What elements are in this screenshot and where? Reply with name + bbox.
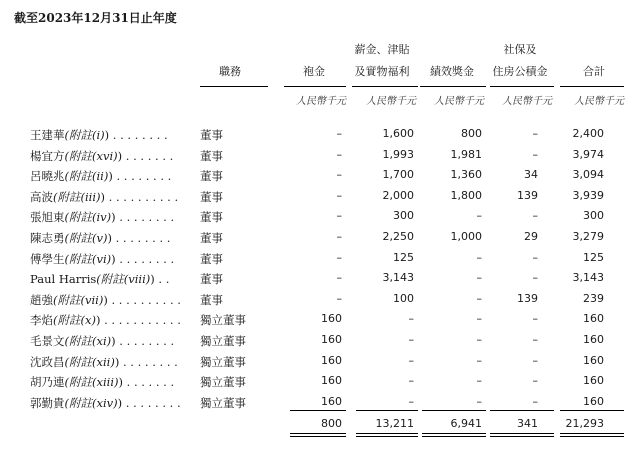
director-name	[30, 148, 173, 164]
cell-pension: –	[532, 147, 538, 161]
header-underline-position	[200, 86, 268, 87]
leader-dots: ) . . . . . . . .	[111, 210, 175, 225]
cell-bonus: –	[476, 271, 482, 285]
table-row	[0, 124, 640, 144]
cell-pension: –	[532, 353, 538, 367]
total-line-total	[560, 410, 624, 411]
header-underline-pension	[490, 86, 554, 87]
cell-total: 300	[583, 209, 604, 223]
director-name-text: 胡乃連	[30, 375, 65, 390]
table-row	[0, 206, 640, 226]
header-pension	[484, 42, 556, 80]
director-name	[30, 251, 174, 267]
total-line-bonus	[422, 410, 486, 411]
header-pension-line1: 社保及	[503, 43, 537, 56]
cell-fees: –	[336, 250, 342, 264]
cell-salaries: 2,250	[382, 230, 414, 243]
cell-bonus: 800	[461, 127, 482, 140]
cell-fees: –	[336, 188, 342, 202]
unit-total: 人民幣千元	[574, 96, 624, 107]
cell-bonus: 1,360	[450, 168, 482, 182]
leader-dots: ) . . . . . . .	[117, 148, 174, 163]
header-fees	[284, 64, 344, 80]
cell-total: 160	[583, 333, 604, 346]
cell-pension: –	[532, 271, 538, 285]
unit-pension: 人民幣千元	[502, 96, 552, 107]
cell-fees: –	[336, 127, 342, 140]
cell-pension: 29	[524, 230, 538, 243]
double-line-bonus	[422, 433, 486, 437]
director-note: (附註(xvi)	[64, 148, 118, 163]
table-row	[0, 309, 640, 329]
director-role: 董事	[200, 292, 223, 307]
cell-pension: 34	[524, 168, 538, 182]
total-salaries: 13,211	[375, 417, 414, 430]
header-salaries	[346, 42, 418, 80]
director-name-text: 傅學生	[30, 251, 65, 266]
cell-pension: –	[532, 209, 538, 223]
director-role: 董事	[200, 210, 223, 225]
cell-fees: 160	[321, 333, 342, 346]
header-total-label: 合計	[583, 65, 605, 78]
cell-salaries: –	[408, 374, 414, 388]
cell-fees: –	[336, 291, 342, 305]
director-note: (附註(vi)	[64, 251, 112, 266]
leader-dots: ) . . . . . . . . . . .	[95, 313, 181, 328]
cell-fees: 160	[321, 374, 342, 388]
cell-pension: –	[532, 374, 538, 388]
cell-bonus: –	[476, 209, 482, 223]
director-note: (附註(vii)	[53, 292, 104, 307]
director-note: (附註(x)	[53, 313, 96, 328]
cell-salaries: 125	[393, 250, 414, 264]
cell-total: 3,939	[572, 188, 604, 202]
unit-fees: 人民幣千元	[296, 96, 346, 107]
director-note: (附註(ii)	[64, 169, 109, 184]
director-name	[30, 312, 181, 328]
director-role: 獨立董事	[200, 313, 246, 328]
director-role: 董事	[200, 231, 223, 245]
cell-pension: –	[532, 250, 538, 264]
cell-total: 3,143	[572, 271, 604, 285]
header-salaries-line1: 薪金、津貼	[354, 43, 410, 56]
double-line-total	[560, 433, 624, 437]
cell-salaries: 2,000	[382, 188, 414, 202]
period-title: 截至2023年12月31日止年度	[14, 11, 177, 25]
cell-salaries: 100	[393, 291, 414, 305]
cell-fees: 160	[321, 312, 342, 326]
leader-dots: ) . . . . . . . .	[111, 251, 175, 266]
cell-bonus: –	[476, 353, 482, 367]
director-name-text: 趙強	[30, 292, 53, 307]
leader-dots: ) . . . . . . . .	[104, 128, 168, 142]
director-name-text: 郭勤貴	[30, 395, 65, 410]
director-role: 獨立董事	[200, 354, 246, 369]
director-note: (附註(viii)	[96, 272, 151, 287]
director-name	[30, 209, 174, 225]
cell-bonus: 1,800	[450, 188, 482, 202]
cell-total: 3,279	[572, 230, 604, 243]
director-role: 董事	[200, 128, 223, 142]
cell-pension: 139	[517, 291, 538, 305]
cell-salaries: 3,143	[382, 271, 414, 285]
total-fees: 800	[321, 417, 342, 430]
header-underline-salaries	[352, 86, 418, 87]
director-note: (附註(v)	[64, 231, 108, 245]
director-role: 董事	[200, 189, 223, 204]
cell-total: 2,400	[572, 127, 604, 140]
header-underline-total	[560, 86, 624, 87]
unit-bonus: 人民幣千元	[434, 96, 484, 107]
director-note: (附註(iii)	[53, 189, 101, 204]
table-row	[0, 145, 640, 165]
director-name	[30, 374, 174, 390]
header-fees-label: 袍金	[303, 65, 325, 78]
table-row	[0, 268, 640, 288]
table-row	[0, 227, 640, 247]
header-pension-line2: 住房公積金	[492, 65, 548, 78]
header-bonus	[420, 64, 484, 80]
cell-total: 160	[583, 394, 604, 408]
director-note: (附註(xiv)	[64, 395, 118, 410]
cell-total: 125	[583, 250, 604, 264]
director-name-text: 李焰	[30, 313, 53, 328]
cell-salaries: 1,600	[382, 127, 414, 140]
director-name-text: 高波	[30, 189, 53, 204]
director-name	[30, 292, 181, 308]
cell-fees: –	[336, 168, 342, 182]
cell-fees: –	[336, 147, 342, 161]
cell-pension: –	[532, 333, 538, 346]
double-line-pension	[490, 433, 554, 437]
cell-pension: –	[532, 127, 538, 140]
cell-bonus: –	[476, 250, 482, 264]
cell-salaries: 1,993	[382, 147, 414, 161]
table-row	[0, 392, 640, 412]
table-row	[0, 165, 640, 185]
director-name	[30, 127, 168, 143]
header-position-label: 職務	[219, 65, 241, 78]
leader-dots: ) . . . . . . .	[118, 375, 175, 390]
director-note: (附註(xi)	[64, 334, 112, 348]
cell-fees: –	[336, 230, 342, 243]
cell-bonus: 1,000	[450, 230, 482, 243]
header-underline-bonus	[420, 86, 486, 87]
cell-salaries: –	[408, 394, 414, 408]
table-row	[0, 351, 640, 371]
director-name-text: 楊宜方	[30, 148, 65, 163]
leader-dots: ) . .	[150, 272, 170, 287]
table-row	[0, 371, 640, 391]
cell-salaries: –	[408, 333, 414, 346]
cell-total: 239	[583, 291, 604, 305]
cell-fees: 160	[321, 394, 342, 408]
director-name	[30, 230, 170, 246]
table-row	[0, 330, 640, 350]
director-name-text: 呂曉兆	[30, 169, 65, 184]
director-name-text: Paul Harris	[30, 272, 97, 287]
leader-dots: ) . . . . . . . .	[114, 354, 178, 369]
director-role: 董事	[200, 148, 223, 163]
cell-total: 160	[583, 312, 604, 326]
director-name-text: 沈政昌	[30, 354, 65, 369]
cell-total: 3,094	[572, 168, 604, 182]
director-name	[30, 168, 171, 184]
header-total	[566, 64, 622, 80]
total-line-salaries	[356, 410, 418, 411]
director-role: 獨立董事	[200, 375, 246, 390]
double-line-fees	[290, 433, 346, 437]
header-salaries-line2: 及實物福利	[354, 65, 410, 78]
header-bonus-label: 績效獎金	[430, 65, 474, 78]
director-name	[30, 189, 178, 205]
unit-salaries: 人民幣千元	[366, 96, 416, 107]
double-line-salaries	[356, 433, 418, 437]
director-note: (附註(xii)	[64, 354, 115, 369]
total-pension: 341	[517, 417, 538, 430]
leader-dots: ) . . . . . . . .	[107, 231, 171, 245]
leader-dots: ) . . . . . . . . . .	[100, 189, 179, 204]
director-name	[30, 271, 169, 287]
cell-salaries: 300	[393, 209, 414, 223]
cell-salaries: 1,700	[382, 168, 414, 182]
director-role: 獨立董事	[200, 334, 246, 348]
cell-pension: 139	[517, 188, 538, 202]
cell-bonus: –	[476, 333, 482, 346]
total-line-pension	[490, 410, 554, 411]
table-row	[0, 248, 640, 268]
director-role: 董事	[200, 272, 223, 287]
director-role: 董事	[200, 251, 223, 266]
cell-total: 160	[583, 353, 604, 367]
cell-bonus: –	[476, 374, 482, 388]
cell-fees: 160	[321, 353, 342, 367]
director-name	[30, 333, 174, 349]
cell-fees: –	[336, 209, 342, 223]
cell-salaries: –	[408, 353, 414, 367]
header-position	[200, 64, 260, 80]
table-row	[0, 289, 640, 309]
total-bonus: 6,941	[450, 417, 482, 430]
cell-pension: –	[532, 394, 538, 408]
director-name-text: 王建華	[30, 128, 65, 142]
total-total: 21,293	[565, 417, 604, 430]
leader-dots: ) . . . . . . . .	[108, 169, 172, 184]
director-note: (附註(iv)	[64, 210, 112, 225]
director-name-text: 陳志勇	[30, 231, 65, 245]
cell-fees: –	[336, 271, 342, 285]
director-name	[30, 354, 178, 370]
total-line-fees	[290, 410, 346, 411]
totals-row	[0, 414, 640, 434]
director-note: (附註(i)	[64, 128, 105, 142]
director-name-text: 毛景文	[30, 334, 65, 348]
table-row	[0, 186, 640, 206]
director-note: (附註(xiii)	[64, 375, 119, 390]
cell-total: 160	[583, 374, 604, 388]
cell-bonus: –	[476, 291, 482, 305]
cell-total: 3,974	[572, 147, 604, 161]
leader-dots: ) . . . . . . . .	[117, 395, 181, 410]
leader-dots: ) . . . . . . . . . .	[103, 292, 181, 307]
director-role: 獨立董事	[200, 395, 246, 410]
cell-bonus: –	[476, 312, 482, 326]
director-role: 董事	[200, 169, 223, 184]
header-underline-fees	[284, 86, 346, 87]
director-name-text: 張旭東	[30, 210, 65, 225]
cell-pension: –	[532, 312, 538, 326]
cell-salaries: –	[408, 312, 414, 326]
cell-bonus: –	[476, 394, 482, 408]
cell-bonus: 1,981	[450, 147, 482, 161]
director-name	[30, 395, 181, 411]
leader-dots: ) . . . . . . . .	[111, 334, 175, 348]
